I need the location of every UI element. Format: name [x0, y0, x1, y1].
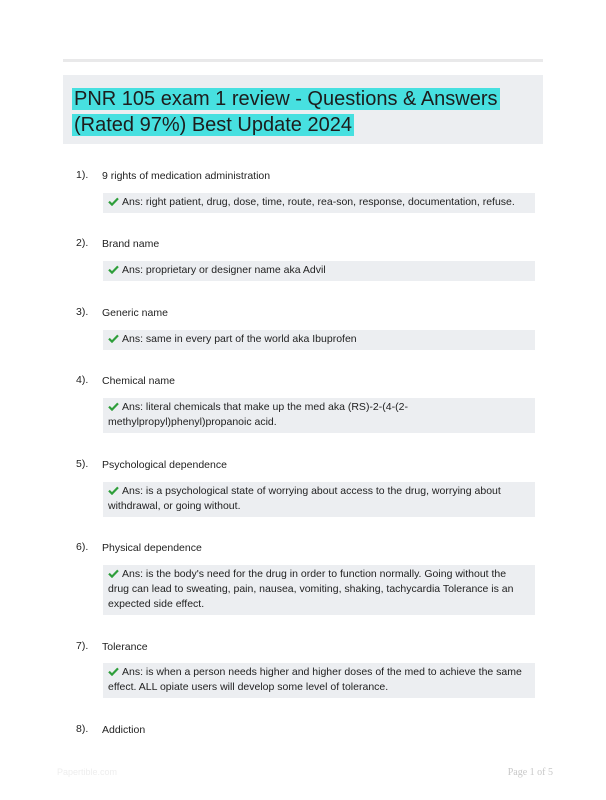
footer-site: Papertible.com	[57, 767, 118, 777]
check-icon	[108, 402, 119, 411]
question-number: 4).	[76, 374, 89, 386]
question-number: 3).	[76, 306, 89, 318]
answer-text: Ans: is when a person needs higher and higher doses of the med to achieve the same effect. ALL opiate users will develop some level of tolerance.	[108, 666, 522, 693]
question-text: Tolerance	[102, 641, 148, 653]
answer-box	[103, 330, 535, 350]
question-text: Chemical name	[102, 375, 175, 387]
answer-text: Ans: same in every part of the world aka Ibuprofen	[122, 333, 357, 345]
page-title: PNR 105 exam 1 review - Questions & Answers (Rated 97%) Best Update 2024	[74, 88, 498, 136]
answer-text: Ans: literal chemicals that make up the med aka (RS)-2-(4-(2-methylpropyl)phenyl)propanoic acid.	[108, 401, 408, 428]
check-icon	[108, 197, 119, 206]
check-icon	[108, 265, 119, 274]
check-icon	[108, 667, 119, 676]
answer-box	[103, 193, 535, 213]
question-text: Brand name	[102, 238, 160, 250]
check-icon	[108, 334, 119, 343]
answer-box	[103, 565, 535, 615]
question-number: 8).	[76, 723, 89, 735]
question-number: 7).	[76, 640, 89, 652]
question-number: 6).	[76, 541, 89, 553]
answer-box	[103, 398, 535, 433]
answer-box	[103, 261, 535, 281]
question-text: Generic name	[102, 307, 168, 319]
question-text: Psychological dependence	[102, 459, 227, 471]
question-text: Physical dependence	[102, 542, 202, 554]
page-indicator: Page 1 of 5	[507, 767, 553, 778]
answer-box	[103, 663, 535, 698]
answer-text: Ans: proprietary or designer name aka Advil	[122, 264, 326, 276]
question-number: 2).	[76, 237, 89, 249]
question-number: 1).	[76, 169, 89, 181]
check-icon	[108, 486, 119, 495]
answer-text: Ans: right patient, drug, dose, time, route, rea-son, response, documentation, refuse.	[122, 196, 515, 208]
answer-box	[103, 482, 535, 517]
answer-text: Ans: is a psychological state of worrying about access to the drug, worrying about withdrawal, or going without.	[108, 485, 501, 512]
top-rule	[63, 59, 543, 62]
question-number: 5).	[76, 458, 89, 470]
question-text: Addiction	[102, 724, 146, 736]
answer-text: Ans: is the body's need for the drug in order to function normally. Going without the drug can lead to sweating, pain, nausea, vomiting, shaking, tachycardia Tolerance is an expected side effect.	[108, 568, 514, 610]
title-block	[63, 75, 543, 144]
question-text: 9 rights of medication administration	[102, 170, 271, 182]
check-icon	[108, 569, 119, 578]
